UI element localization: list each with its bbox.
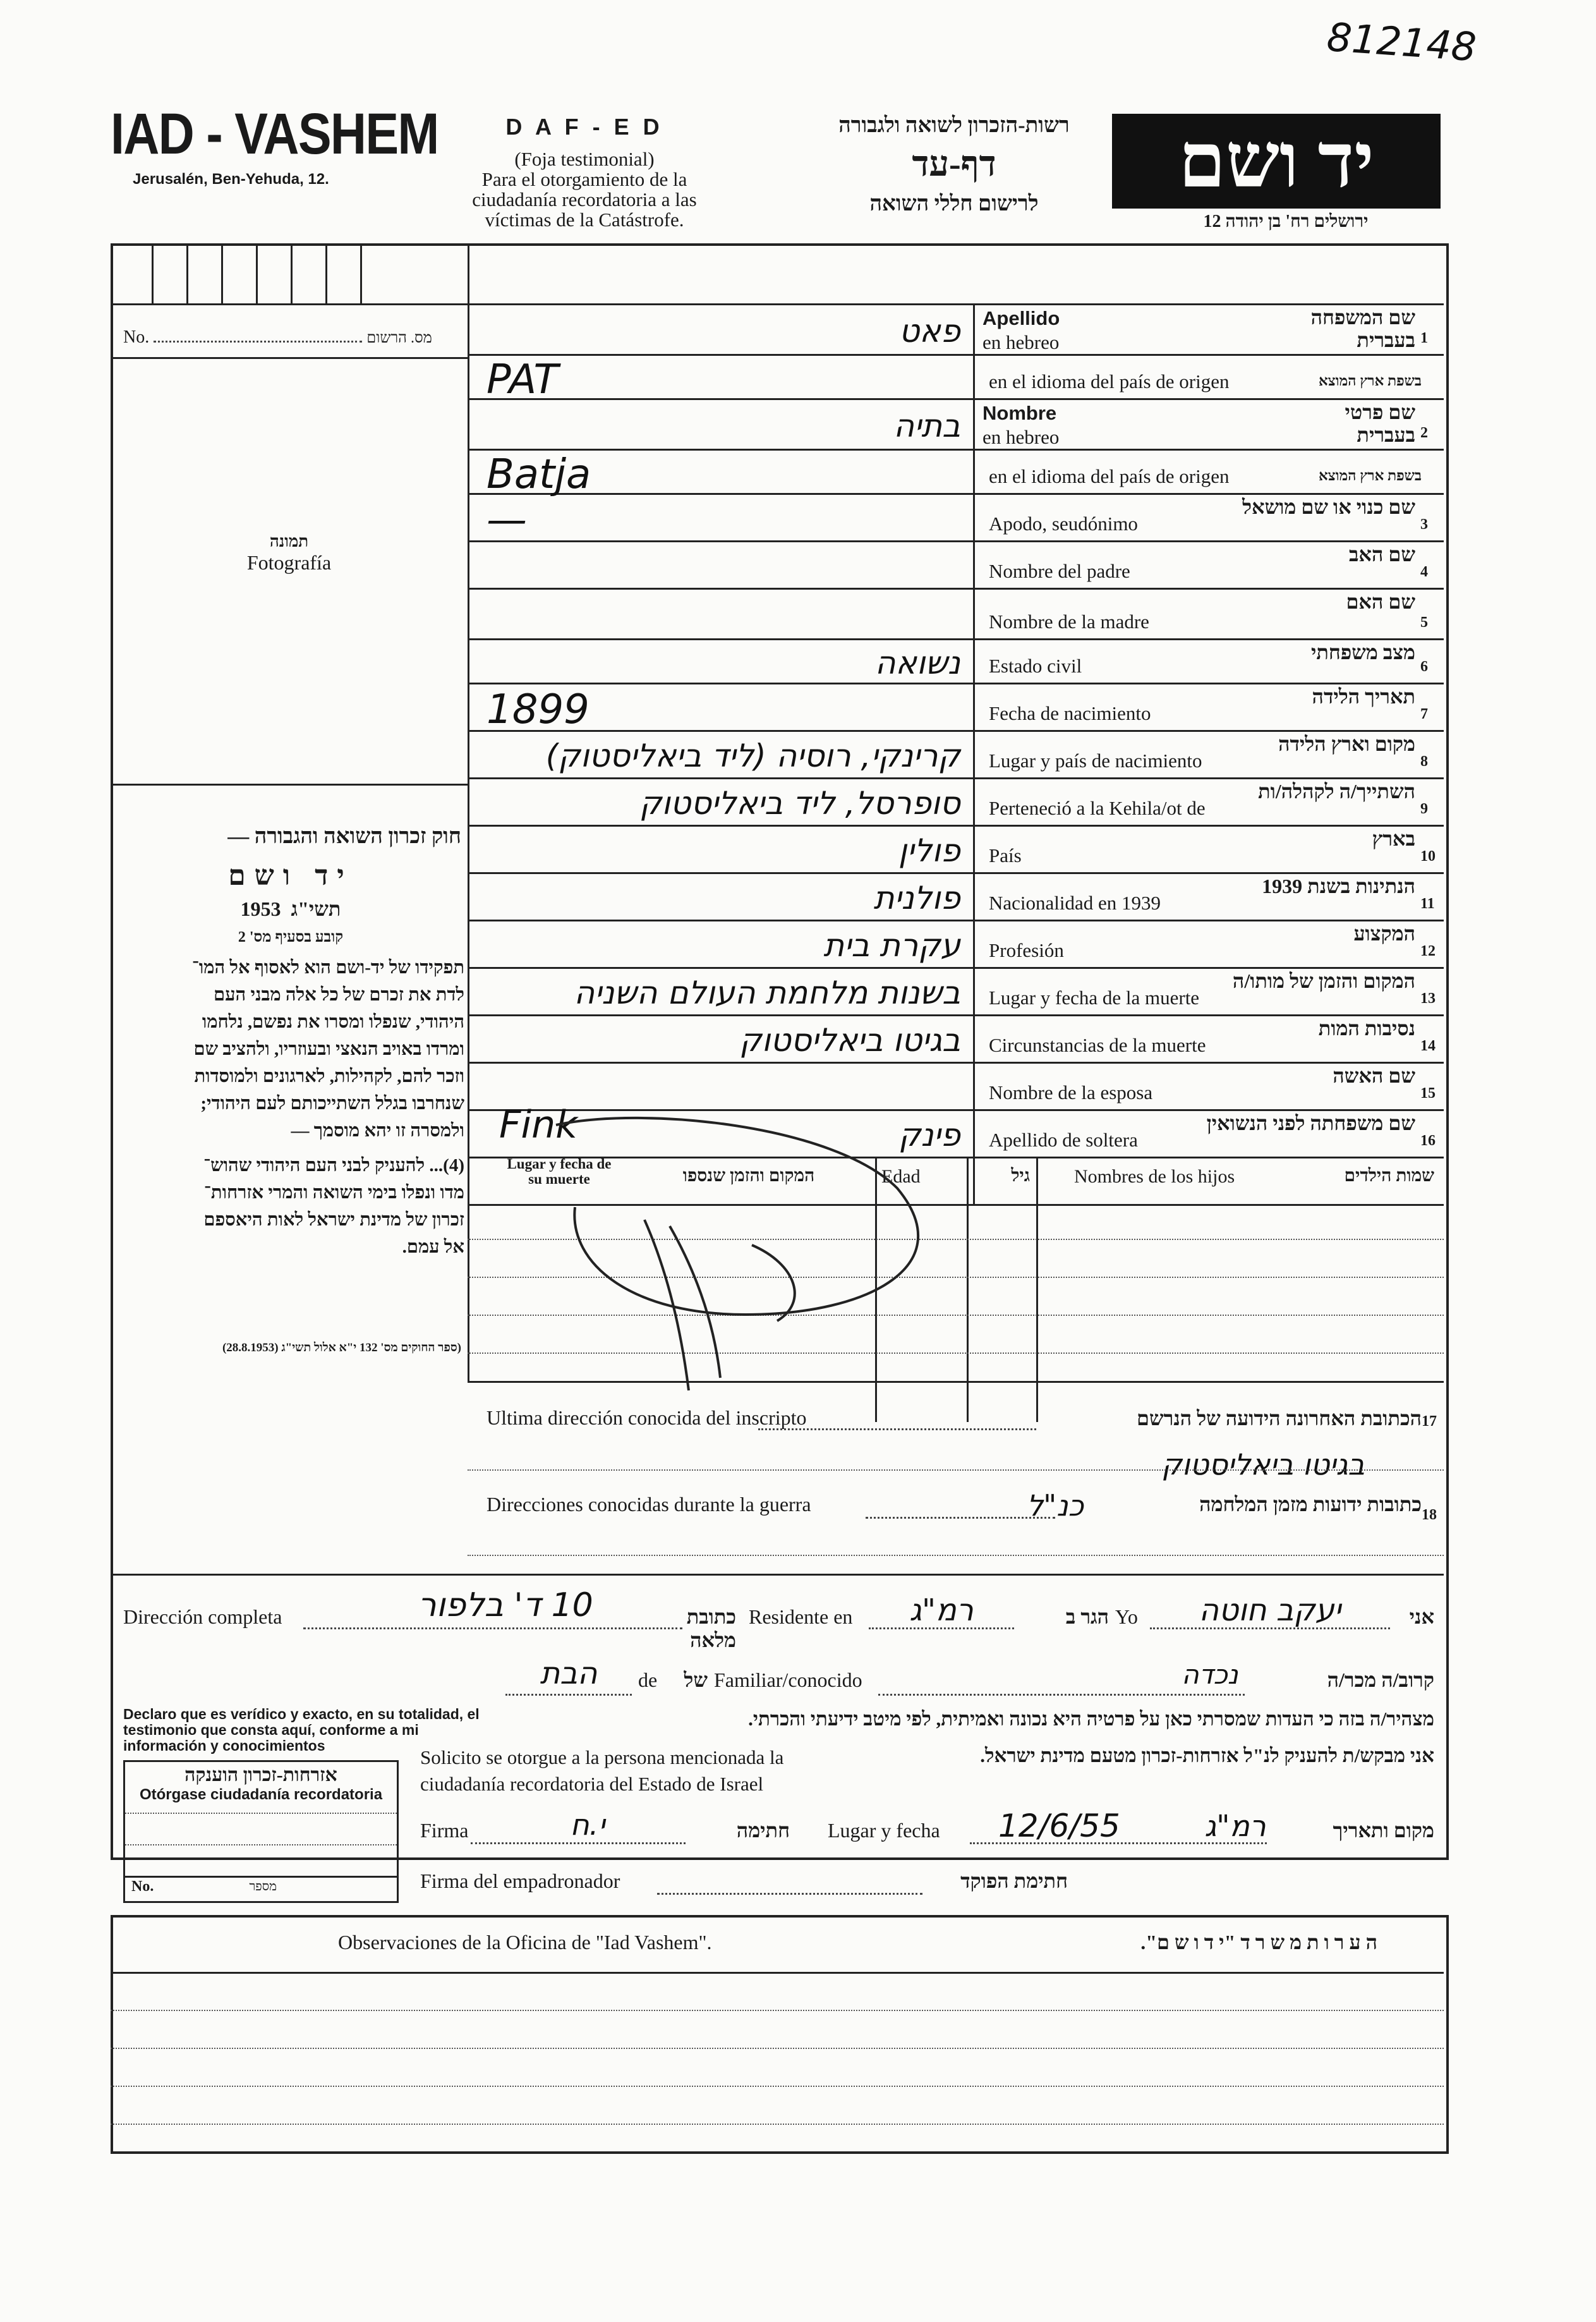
field-17-dots	[758, 1428, 1036, 1430]
field-value: 1899	[487, 686, 589, 733]
iad-vashem-title: IAD - VASHEM	[111, 102, 438, 166]
field-17-value: בגיטו ביאליסטוק	[1161, 1447, 1365, 1481]
law-title: חוק זכרון השואה והגבורה —	[227, 825, 461, 848]
registration-number: No. מס. הרשום	[123, 327, 432, 347]
field-17-hebrew: הכתובת האחרונה הידועה של הנרשם	[1137, 1407, 1422, 1430]
photo-label: Fotografía	[246, 551, 332, 574]
field-value: נשואה	[874, 645, 960, 681]
field-number: 6	[1420, 659, 1428, 675]
familiar-label: Familiar/conocido	[714, 1669, 862, 1691]
field-label: Nombre	[982, 402, 1057, 424]
field-label: Apellido	[982, 307, 1060, 329]
field-number: 14	[1420, 1038, 1436, 1054]
ktovet-hebrew: כתובת מלאה	[686, 1605, 736, 1651]
field-number: 7	[1420, 706, 1428, 722]
observations-label: Observaciones de la Oficina de "Iad Vashem".	[338, 1931, 712, 1954]
law-name: יד ושם	[228, 860, 353, 891]
children-col-names-heb: שמות הילדים	[1344, 1166, 1434, 1186]
fecha-value: 12/6/55	[998, 1808, 1120, 1844]
field-label-sub: en hebreo	[982, 426, 1060, 448]
field-label: Apellido de soltera	[989, 1129, 1138, 1151]
field-18-number: 18	[1422, 1507, 1437, 1523]
field-number: 11	[1420, 896, 1435, 912]
field-label: Circunstancias de la muerte	[989, 1034, 1206, 1056]
declaro-text: Declaro que es verídico y exacto, en su totalidad, el testimonio que consta aquí, conforme a mi información y conocimientos	[123, 1706, 480, 1754]
de-label: de	[638, 1669, 658, 1691]
yo-label: Yo	[1115, 1605, 1138, 1628]
empadronador-hebrew: חתימת הפוקד	[960, 1869, 1068, 1892]
field-value: PAT	[487, 356, 559, 403]
field-value: פולנית	[873, 880, 960, 916]
field-17-label: Ultima dirección conocida del inscripto	[487, 1406, 807, 1429]
field-value: בתיה	[893, 408, 960, 444]
field-value: פולין	[898, 832, 960, 869]
field-label-hebrew: הנתינות בשנת 1939	[1262, 875, 1415, 897]
law-reference: (ספר החוקים מס' 132 י"א אלול תשי"ג (28.8.1953)	[222, 1341, 461, 1354]
yad-vashem-logo: יד ושם	[1112, 114, 1441, 209]
direccion-value: 10 ד' בלפור	[418, 1586, 593, 1624]
firma-label: Firma	[420, 1819, 469, 1842]
field-label-hebrew: שם המשפחה	[1310, 306, 1415, 329]
field-label: Nombre de la madre	[989, 611, 1149, 633]
children-col-place-heb: המקום והזמן שנספו	[682, 1166, 815, 1186]
empadronador-label: Firma del empadronador	[420, 1869, 620, 1892]
field-value: בגיטו ביאליסטוק	[739, 1022, 960, 1059]
field-value: פינק	[898, 1117, 960, 1153]
field-label: Nombre de la esposa	[989, 1081, 1153, 1103]
field-label-hebrew: השתייך/ה לקהלה/ות	[1258, 780, 1415, 803]
mukar-value: נכדה	[1182, 1659, 1238, 1690]
field-label-hebrew: נסיבות המות	[1318, 1017, 1415, 1040]
daf-ed-title: D A F - E D	[505, 114, 663, 140]
field-number: 12	[1420, 943, 1436, 959]
field-number: 13	[1420, 990, 1436, 1007]
field-label: Lugar y país de nacimiento	[989, 750, 1202, 772]
field-label: Estado civil	[989, 655, 1082, 677]
law-year: 1953 תשי"ג	[240, 897, 341, 920]
field-label-hebrew-sub: בעברית	[1357, 329, 1415, 351]
field-label-hebrew: תאריך הלידה	[1312, 685, 1415, 708]
hebrew-authority: רשות-הזכרון לשואה ולגבורה	[838, 114, 1070, 137]
field-label: en el idioma del país de origen	[989, 465, 1230, 487]
solicito-hebrew: אני מבקש/ת להעניק לנ"ל אזרחות-זכרון מטעם מדינת ישראל.	[980, 1744, 1434, 1766]
field-17-number: 17	[1422, 1413, 1437, 1430]
residente-value: רמ"ג	[909, 1593, 974, 1628]
solicito-text: Solicito se otorgue a la persona mencionada la ciudadanía recordatoria del Estado de Israel	[420, 1746, 784, 1795]
field-value: עקרת בית	[823, 927, 960, 964]
declaro-hebrew: מצהיר/ה בזה כי העדות שמסרתי כאן על פרטיה היא נכונה ואמיתית, לפי מיטב ידיעתי והכרתי.	[748, 1708, 1434, 1730]
iad-address: Jerusalén, Ben-Yehuda, 12.	[133, 171, 329, 188]
field-number: 4	[1420, 564, 1428, 580]
field-label-hebrew: שם פרטי	[1345, 401, 1415, 423]
field-number: 2	[1420, 425, 1428, 441]
residente-label: Residente en	[749, 1605, 853, 1628]
ani-hebrew: אני	[1409, 1605, 1434, 1628]
field-label-hebrew: המקום והזמן של מותו/ה	[1232, 970, 1415, 992]
field-number: 10	[1420, 848, 1436, 865]
photo-label-hebrew: תמונה	[269, 532, 309, 550]
field-label-hebrew: המקצוע	[1353, 922, 1415, 945]
relation-value: הבת	[540, 1656, 598, 1691]
field-label: Nacionalidad en 1939	[989, 892, 1161, 914]
field-label-hebrew: שם משפחתה לפני הנשואין	[1206, 1112, 1415, 1134]
chatima-hebrew: חתימה	[736, 1819, 790, 1842]
field-number: 8	[1420, 753, 1428, 770]
field-label-hebrew: שם האם	[1346, 590, 1415, 613]
field-number: 9	[1420, 801, 1428, 817]
field-value: סופרסל, ליד ביאליסטוק	[639, 785, 960, 822]
daf-ed-subtitle: (Foja testimonial) Para el otorgamiento de la ciudadanía recordatoria a las víctimas de la Catástrofe.	[472, 148, 697, 231]
children-col-age-es: Edad	[881, 1166, 921, 1187]
direccion-label: Dirección completa	[123, 1605, 282, 1628]
field-18-hebrew: כתובות ידועות מזמן המלחמה	[1199, 1493, 1422, 1516]
field-18-label: Direcciones conocidas durante la guerra	[487, 1493, 811, 1516]
children-col-place-es: Lugar y fecha de su muerte	[507, 1156, 612, 1187]
field-number: 16	[1420, 1133, 1436, 1149]
field-value: קרינקי, רוסיה (ליד ביאליסטוק)	[545, 738, 960, 774]
field-label-sub: en hebreo	[982, 331, 1060, 353]
makom-hebrew: מקום ותאריך	[1333, 1819, 1434, 1842]
field-label: Perteneció a la Kehila/ot de	[989, 797, 1206, 819]
place-value: רמ"ג	[1204, 1809, 1266, 1843]
field-label: Fecha de nacimiento	[989, 702, 1151, 724]
shel-hebrew: של	[684, 1669, 708, 1691]
field-label-hebrew: שם האשה	[1333, 1064, 1415, 1087]
field-label-hebrew: שם כנוי או שם מושאל	[1242, 495, 1415, 518]
field-value-alt: Fink	[499, 1103, 577, 1147]
field-label: País	[989, 844, 1022, 866]
children-col-names-es: Nombres de los hijos	[1074, 1166, 1235, 1187]
hagar-hebrew: הגר ב	[1065, 1605, 1109, 1628]
hebrew-daf-ed: דף-עד	[912, 145, 996, 184]
field-18-value: כנ"ל	[1026, 1488, 1084, 1523]
karov-hebrew: קרוב/ה מכר/ה	[1327, 1669, 1434, 1691]
declarant-name-value: יעקב חוטה	[1199, 1593, 1341, 1628]
field-label: Profesión	[989, 939, 1064, 961]
children-col-age-heb: גיל	[1011, 1166, 1030, 1186]
field-label-hebrew: מצב משפחתי	[1310, 641, 1415, 664]
field-number: 5	[1420, 614, 1428, 631]
field-label-hebrew: מקום וארץ הלידה	[1278, 732, 1415, 755]
field-value: Batja	[487, 451, 591, 498]
hebrew-subtitle: לרישום חללי השואה	[869, 192, 1039, 216]
field-value: —	[487, 497, 527, 544]
observations-hebrew: ה ע ר ו ת מ ש ר ד "י ד ו ש ם".	[1140, 1931, 1377, 1954]
firma-value: י.ח	[570, 1808, 605, 1842]
field-number: 1	[1420, 330, 1428, 346]
field-value: פאט	[898, 313, 960, 350]
field-label: en el idioma del país de origen	[989, 370, 1230, 392]
field-label-hebrew: שם האב	[1349, 543, 1415, 566]
law-text: תפקידו של יד-ושם הוא לאסוף אל המו־ לדת את זכרם של כל אלה מבני העם היהודי, שנפלו ומסרו את נפשם, נלחמו ומרדו באויב הנאצי ובעוזריו, ולהציב שם וזכר להם, לקהילות, לארגונים ולמוסדות שנחרבו בגלל השתייכותם לעם היהודי; ולמסרה זו יהא מוסמך — (4)... להעניק לבני העם היהודי שהוש־ מדו ונפלו בימי השואה והמרי אזרחות־ זכרון של מדינת ישראל לאות היאספם אל עמם.	[191, 957, 464, 1257]
field-label: Lugar y fecha de la muerte	[989, 987, 1200, 1009]
field-label: Nombre del padre	[989, 560, 1130, 582]
field-label: Apodo, seudónimo	[989, 513, 1138, 535]
handwritten-scribble	[480, 1112, 973, 1403]
logo-address: ירושלים רח' בן יהודה 12	[1203, 212, 1369, 231]
field-label-hebrew: בשפת ארץ המוצא	[1318, 468, 1422, 483]
field-number: 3	[1420, 516, 1428, 533]
citizenship-box: אזרחות-זכרון הוענקה Otórgase ciudadanía recordatoria No. מספר	[123, 1760, 399, 1903]
law-clause: קובע בסעיף מס' 2	[238, 929, 344, 945]
archive-number: 812148	[1325, 13, 1478, 71]
field-label-hebrew: בשפת ארץ המוצא	[1318, 373, 1422, 389]
field-value: בשנות מלחמת העולם השניה	[574, 975, 960, 1011]
field-number: 15	[1420, 1085, 1436, 1102]
field-label-hebrew: בארץ	[1372, 827, 1415, 850]
lugar-fecha-label: Lugar y fecha	[828, 1819, 940, 1842]
field-label-hebrew-sub: בעברית	[1357, 423, 1415, 446]
